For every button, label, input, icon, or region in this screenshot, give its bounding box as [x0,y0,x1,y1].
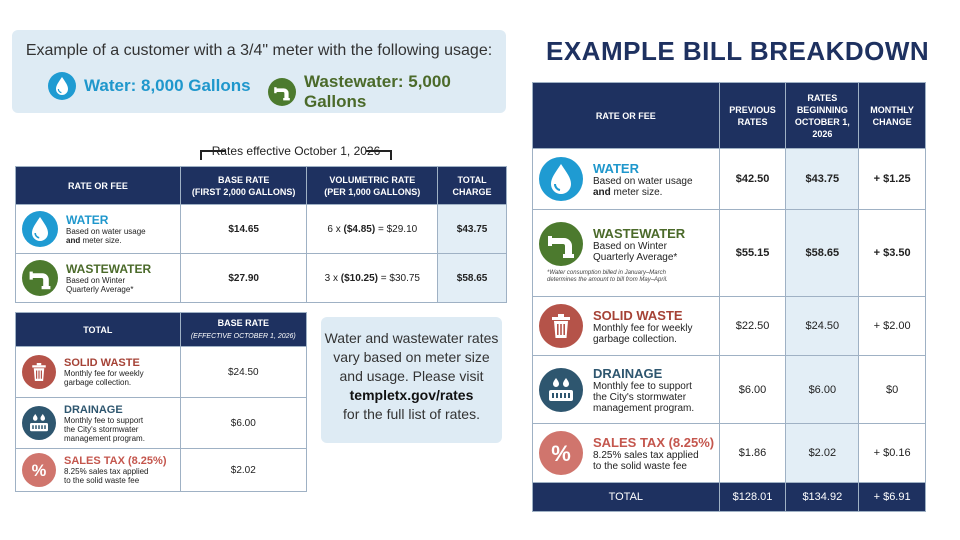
other-fees-table [15,312,307,492]
table-row: WASTEWATER Based on Winter Quarterly Average* $27.90 3 x ($10.25) = $30.75 $58.65 [16,254,507,303]
table-row: WATER Based on water usage and meter size. $42.50 $43.75 + $1.25 [533,149,926,210]
fee-name: DRAINAGE [593,365,663,381]
table-row: SOLID WASTE Monthly fee for weekly garbage collection. $22.50 $24.50 + $2.00 [533,297,926,356]
previous-rate-value: $55.15 [719,210,786,297]
fee-name: SOLID WASTE [593,307,683,323]
header-monthly-change: MONTHLY CHANGE [859,83,926,149]
fee-name: WATER [66,213,109,227]
new-rate-value: $6.00 [786,356,859,424]
base-rate-value: $27.90 [180,254,307,303]
wastewater-usage-label: Wastewater: 5,000 Gallons [304,72,451,111]
pipe-icon [539,222,583,266]
rates-info-box: Water and wastewater rates vary based on meter size and usage. Please visit templetx.gov/rates for the full list of rates. [321,317,502,443]
header-rate-or-fee: RATE OR FEE [16,167,181,205]
percent-icon [539,431,583,475]
rates-effective-label: Rates effective October 1, 2026 [200,144,392,160]
volumetric-rate-value: 3 x ($10.25) = $30.75 [307,254,438,303]
total-new-value: $134.92 [786,483,859,512]
monthly-change-value: + $0.16 [859,424,926,483]
fee-name: SOLID WASTE [64,357,140,369]
wastewater-usage [268,72,506,112]
table-header-row [16,167,507,205]
previous-rate-value: $22.50 [719,297,786,356]
table-row: SALES TAX (8.25%) 8.25% sales tax applied to the solid waste fee $1.86 $2.02 + $0.16 [533,424,926,483]
fee-name: WASTEWATER [593,225,686,241]
new-rate-value: $24.50 [786,297,859,356]
new-rate-value: $58.65 [786,210,859,297]
total-charge-value: $58.65 [438,254,507,303]
previous-rate-value: $1.86 [719,424,786,483]
header-new-rates: RATES BEGINNING OCTOBER 1, 2026 [786,83,859,149]
fee-name: WASTEWATER [66,262,152,276]
page-title: EXAMPLE BILL BREAKDOWN [546,36,930,66]
water-wastewater-rates-table [15,166,507,303]
table-row: DRAINAGE Monthly fee to support the City's stormwater management program. $6.00 [16,398,307,449]
base-rate-value: $14.65 [180,205,307,254]
header-total: TOTAL [16,313,181,347]
table-row: DRAINAGE Monthly fee to support the City's stormwater management program. $6.00 $6.00 $0 [533,356,926,424]
wastewater-footnote: *Water consumption billed in January–March determines the amount to bill from May–April. [547,270,668,283]
total-previous-value: $128.01 [719,483,786,512]
trash-can-icon [539,304,583,348]
base-rate-value: $6.00 [180,398,306,449]
header-base-rate: BASE RATE (EFFECTIVE OCTOBER 1, 2026) [180,313,306,347]
monthly-change-value: + $3.50 [859,210,926,297]
table-row: SOLID WASTE Monthly fee for weekly garbage collection. $24.50 [16,347,307,398]
usage-example-intro: Example of a customer with a 3/4" meter with the following usage: [25,42,493,59]
pipe-icon [268,78,296,106]
water-drop-icon [539,157,583,201]
base-rate-value: $24.50 [180,347,306,398]
trash-can-icon [22,355,56,389]
storm-drain-icon [539,368,583,412]
header-previous-rates: PREVIOUS RATES [719,83,786,149]
bill-breakdown-table [532,82,926,512]
water-drop-icon [22,211,58,247]
header-total-charge: TOTAL CHARGE [438,167,507,205]
total-label: TOTAL [533,483,720,512]
base-rate-value: $2.02 [180,449,306,492]
pipe-icon [22,260,58,296]
rates-url-link[interactable]: templetx.gov/rates [349,387,474,403]
total-change-value: + $6.91 [859,483,926,512]
table-row: WASTEWATER Based on Winter Quarterly Average* *Water consumption billed in January–March determines the amount to bill from May–April. $55.15 $58.65 + $3.50 [533,210,926,297]
monthly-change-value: + $1.25 [859,149,926,210]
fee-name: WATER [593,160,639,176]
fee-name: SALES TAX (8.25%) [64,455,167,467]
total-row [533,483,926,512]
table-row: WATER Based on water usage and meter size. $14.65 6 x ($4.85) = $29.10 $43.75 [16,205,507,254]
table-header-row [533,83,926,149]
table-header-row [16,313,307,347]
volumetric-rate-value: 6 x ($4.85) = $29.10 [307,205,438,254]
new-rate-value: $2.02 [786,424,859,483]
water-usage-label: Water: 8,000 Gallons [84,76,251,95]
table-row: SALES TAX (8.25%) 8.25% sales tax applied to the solid waste fee $2.02 [16,449,307,492]
header-rate-or-fee: RATE OR FEE [533,83,720,149]
header-volumetric-rate: VOLUMETRIC RATE (PER 1,000 GALLONS) [307,167,438,205]
header-base-rate: BASE RATE (FIRST 2,000 GALLONS) [180,167,307,205]
fee-name: SALES TAX (8.25%) [593,434,715,450]
new-rate-value: $43.75 [786,149,859,210]
percent-icon [22,453,56,487]
water-drop-icon [48,72,76,100]
previous-rate-value: $42.50 [719,149,786,210]
total-charge-value: $43.75 [438,205,507,254]
monthly-change-value: + $2.00 [859,297,926,356]
fee-name: DRAINAGE [64,403,123,416]
storm-drain-icon [22,406,56,440]
previous-rate-value: $6.00 [719,356,786,424]
usage-example-box [12,30,506,113]
monthly-change-value: $0 [859,356,926,424]
water-usage [48,72,251,100]
